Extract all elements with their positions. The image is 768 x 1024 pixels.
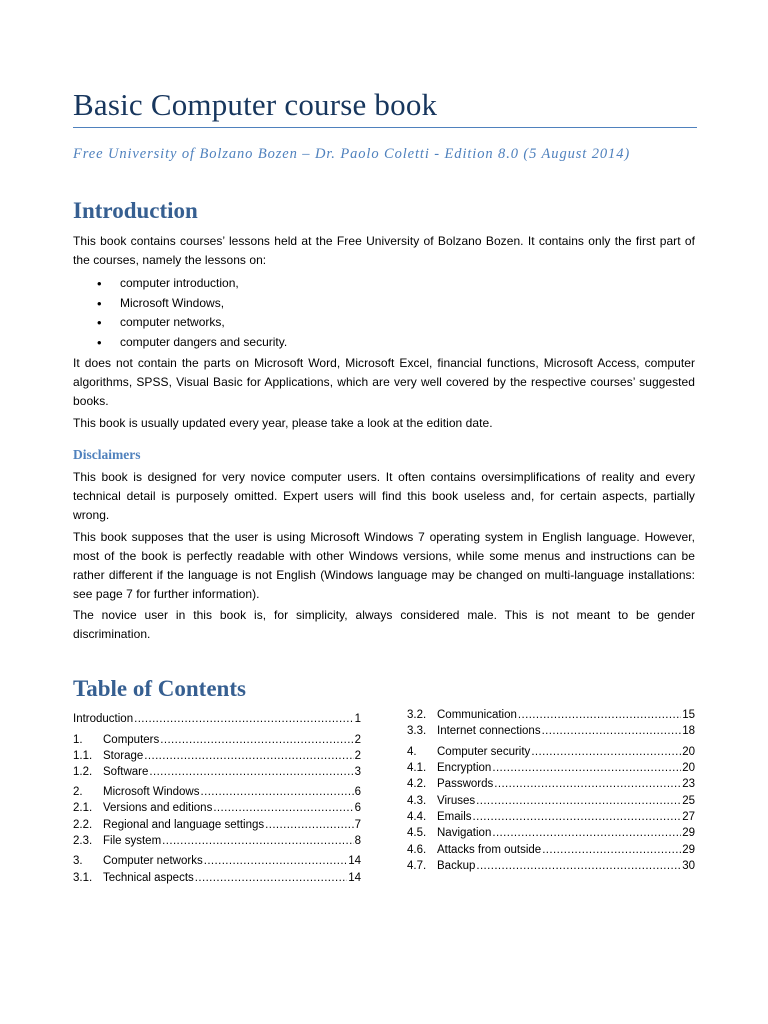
- toc-dot-leader: [518, 707, 681, 723]
- toc-entry-page: 6: [354, 802, 361, 814]
- toc-entry-page: 20: [682, 762, 695, 774]
- toc-entry-page: 2: [354, 750, 361, 762]
- toc-entry[interactable]: [73, 817, 361, 833]
- toc-entry-title: Viruses: [437, 795, 476, 807]
- toc-dot-leader: [473, 809, 682, 825]
- toc-entry-number: 4.6.: [407, 844, 427, 856]
- toc-entry[interactable]: [407, 723, 695, 739]
- toc-entry-page: 18: [682, 725, 695, 737]
- toc-entry-page: 6: [354, 786, 361, 798]
- toc-entry-page: 29: [682, 827, 695, 839]
- toc-entry[interactable]: [73, 764, 361, 780]
- toc-entry-number: 3.1.: [73, 872, 93, 884]
- bullet-item: • computer networks,: [73, 313, 287, 333]
- toc-entry[interactable]: [407, 760, 695, 776]
- toc-entry-title: Versions and editions: [103, 802, 213, 814]
- toc-entry-title: Microsoft Windows: [103, 786, 200, 798]
- introduction-heading: Introduction: [73, 198, 198, 223]
- toc-entry-number: 3.: [73, 855, 83, 867]
- toc-entry[interactable]: [73, 853, 361, 869]
- toc-dot-leader: [204, 853, 347, 869]
- toc-dot-leader: [265, 817, 353, 833]
- toc-dot-leader: [134, 711, 353, 727]
- toc-entry-page: 14: [348, 855, 361, 867]
- toc-entry-title: Computer networks: [103, 855, 203, 867]
- toc-entry-page: 7: [354, 819, 361, 831]
- disclaimers-heading: Disclaimers: [73, 447, 141, 462]
- toc-entry[interactable]: [73, 748, 361, 764]
- toc-entry-title: Internet connections: [437, 725, 541, 737]
- toc-entry-page: 29: [682, 844, 695, 856]
- toc-dot-leader: [195, 870, 347, 886]
- toc-entry-title: Computers: [103, 734, 160, 746]
- document-subtitle: Free University of Bolzano Bozen – Dr. Paolo Coletti - Edition 8.0 (5 August 2014): [73, 146, 631, 162]
- toc-entry-number: 4.2.: [407, 778, 427, 790]
- toc-dot-leader: [149, 764, 353, 780]
- toc-entry-number: 4.7.: [407, 860, 427, 872]
- toc-dot-leader: [213, 800, 353, 816]
- disclaimers-paragraph-3: The novice user in this book is, for simplicity, always considered male. This is not meant to be gender discrimination.: [73, 608, 695, 641]
- toc-entry-number: 1.1.: [73, 750, 93, 762]
- toc-dot-leader: [494, 776, 681, 792]
- toc-entry-title: Emails: [437, 811, 472, 823]
- toc-entry-title: Backup: [437, 860, 476, 872]
- toc-dot-leader: [492, 760, 681, 776]
- toc-dot-leader: [492, 825, 681, 841]
- toc-dot-leader: [542, 723, 682, 739]
- toc-dot-leader: [201, 784, 354, 800]
- toc-entry-page: 25: [682, 795, 695, 807]
- toc-entry-title: Computer security: [437, 746, 531, 758]
- toc-entry[interactable]: [407, 858, 695, 874]
- toc-entry-title: Communication: [437, 709, 517, 721]
- toc-entry[interactable]: [73, 833, 361, 849]
- toc-entry-number: 4.: [407, 746, 417, 758]
- toc-dot-leader: [476, 793, 681, 809]
- bullet-item: • computer dangers and security.: [73, 333, 287, 353]
- toc-entry-number: 3.3.: [407, 725, 427, 737]
- toc-entry-title: Encryption: [437, 762, 492, 774]
- disclaimers-paragraph-1: This book is designed for very novice computer users. It often contains oversimplifications of reality and every technical detail is purposely omitted. Expert users will find this book useless and, for certain aspects, partially wrong.: [73, 470, 695, 522]
- toc-entry-title: Software: [103, 766, 149, 778]
- toc-entry-page: 3: [354, 766, 361, 778]
- toc-entry[interactable]: [407, 842, 695, 858]
- toc-entry-number: 3.2.: [407, 709, 427, 721]
- toc-dot-leader: [162, 833, 353, 849]
- toc-heading: Table of Contents: [73, 676, 246, 701]
- toc-entry-title: Attacks from outside: [437, 844, 542, 856]
- disclaimers-paragraph-2: This book supposes that the user is using Microsoft Windows 7 operating system in English language. However, most of the book is perfectly readable with other Windows versions, while some menus and instructions can be rather different if the language is not English (Windows language may be changed on multi-language installations: see page 7 for further information).: [73, 530, 695, 601]
- toc-entry-page: 2: [354, 734, 361, 746]
- toc-entry-number: 4.5.: [407, 827, 427, 839]
- toc-entry[interactable]: [73, 870, 361, 886]
- toc-dot-leader: [144, 748, 353, 764]
- introduction-bullet-list: [73, 274, 287, 352]
- toc-entry-page: 8: [354, 835, 361, 847]
- toc-entry-number: 4.3.: [407, 795, 427, 807]
- toc-entry-page: 30: [682, 860, 695, 872]
- introduction-paragraph-1: This book contains courses’ lessons held at the Free University of Bolzano Bozen. It contains only the first part of the courses, namely the lessons on:: [73, 234, 695, 267]
- toc-entry-number: 1.: [73, 734, 83, 746]
- toc-entry-title: Introduction: [73, 713, 134, 725]
- document-title: Basic Computer course book: [73, 86, 697, 128]
- toc-entry-page: 27: [682, 811, 695, 823]
- toc-entry-title: Navigation: [437, 827, 492, 839]
- toc-entry[interactable]: [407, 825, 695, 841]
- toc-entry-title: Passwords: [437, 778, 494, 790]
- introduction-paragraph-2: It does not contain the parts on Microsoft Word, Microsoft Excel, financial functions, Microsoft Access, computer algorithms, SPSS, Visual Basic for Applications, which are very well covered by the respective courses’ suggested books.: [73, 356, 695, 408]
- bullet-item: • computer introduction,: [73, 274, 287, 294]
- toc-entry-number: 2.3.: [73, 835, 93, 847]
- toc-entry-page: 14: [348, 872, 361, 884]
- introduction-paragraph-3: This book is usually updated every year, please take a look at the edition date.: [73, 416, 493, 430]
- toc-entry-number: 4.4.: [407, 811, 427, 823]
- toc-dot-leader: [531, 744, 681, 760]
- toc-entry[interactable]: [73, 800, 361, 816]
- toc-dot-leader: [476, 858, 681, 874]
- toc-entry[interactable]: [407, 707, 695, 723]
- toc-entry-number: 2.2.: [73, 819, 93, 831]
- toc-entry[interactable]: [73, 732, 361, 748]
- toc-entry[interactable]: [407, 793, 695, 809]
- toc-entry-number: 1.2.: [73, 766, 93, 778]
- toc-dot-leader: [160, 732, 353, 748]
- toc-entry[interactable]: [407, 776, 695, 792]
- toc-entry-number: 2.1.: [73, 802, 93, 814]
- toc-entry-title: Regional and language settings: [103, 819, 265, 831]
- toc-entry[interactable]: [407, 744, 695, 760]
- toc-entry[interactable]: [73, 784, 361, 800]
- toc-dot-leader: [542, 842, 681, 858]
- toc-entry[interactable]: [407, 809, 695, 825]
- toc-entry-number: 2.: [73, 786, 83, 798]
- toc-entry-title: Technical aspects: [103, 872, 194, 884]
- toc-entry-number: 4.1.: [407, 762, 427, 774]
- toc-entry-title: Storage: [103, 750, 144, 762]
- toc-entry[interactable]: [73, 711, 361, 727]
- bullet-item: • Microsoft Windows,: [73, 294, 287, 314]
- toc-entry-title: File system: [103, 835, 162, 847]
- toc-entry-page: 20: [682, 746, 695, 758]
- toc-entry-page: 1: [354, 713, 361, 725]
- toc-entry-page: 15: [682, 709, 695, 721]
- toc-entry-page: 23: [682, 778, 695, 790]
